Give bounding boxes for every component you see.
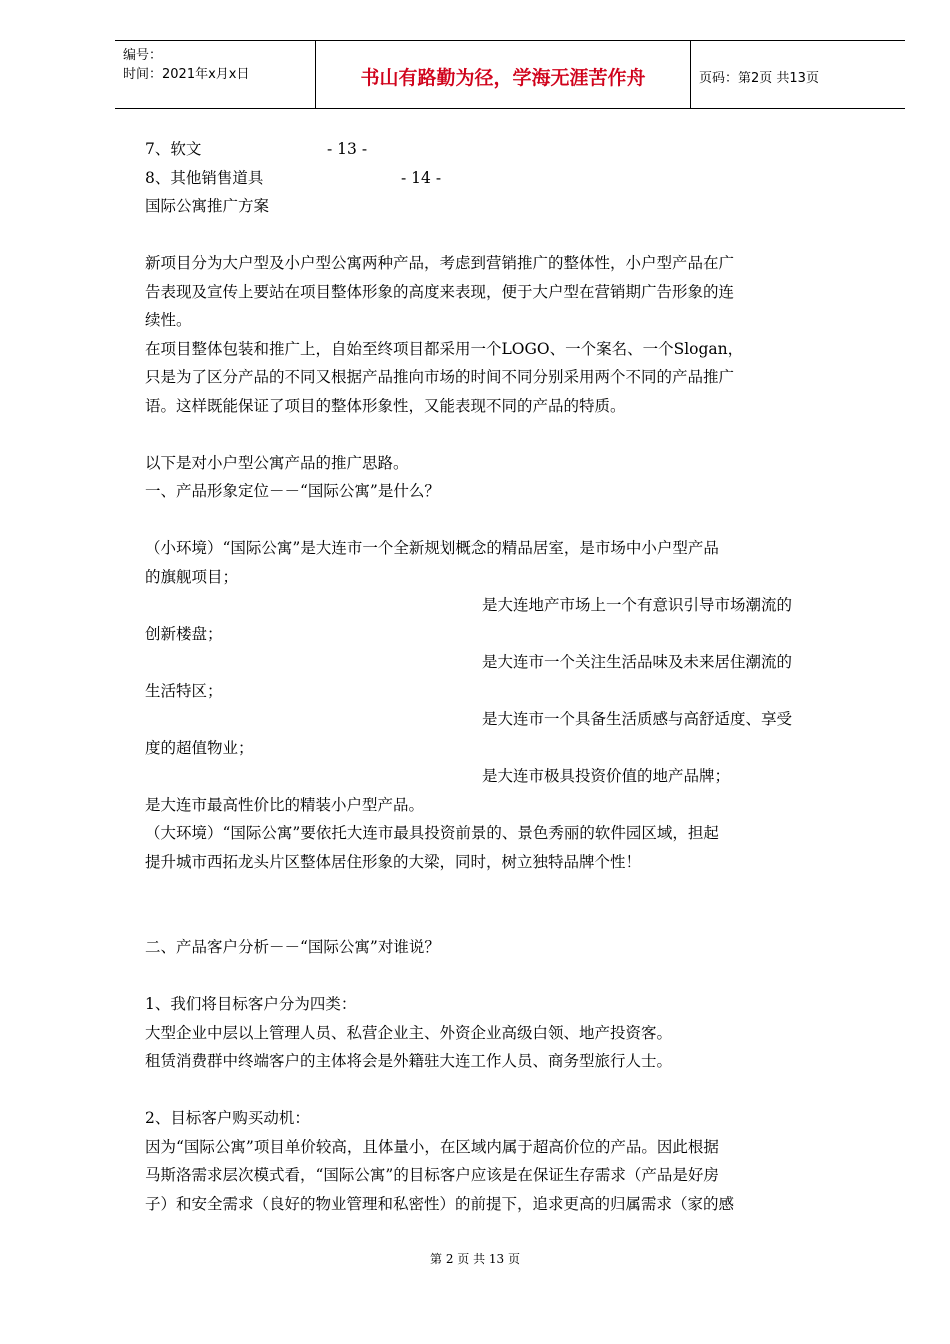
paragraph-line: 大型企业中层以上管理人员、私营企业主、外资企业高级白领、地产投资客。 — [145, 1023, 673, 1042]
paragraph-line: 是大连地产市场上一个有意识引导市场潮流的 — [482, 596, 793, 614]
toc-title: 7、软文 — [145, 140, 202, 158]
paragraph-line: 因为“国际公寓”项目单价较高，且体量小，在区域内属于超高价位的产品。因此根据 — [145, 1137, 719, 1156]
motto: 书山有路勤为径，学海无涯苦作舟 — [360, 67, 646, 89]
paragraph-line: 生活特区； — [145, 681, 223, 700]
paragraph-line: 在项目整体包装和推广上，自始至终项目都采用一个LOGO、一个案名、一个Slogan， — [145, 339, 744, 358]
paragraph-line: （大环境）“国际公寓”要依托大连市最具投资前景的、景色秀丽的软件园区域，担起 — [145, 824, 719, 842]
page-footer: 第 2 页 共 13 页 — [430, 1252, 520, 1266]
paragraph-line: 的旗舰项目； — [145, 567, 239, 586]
heading-1: 一、产品形象定位－－“国际公寓”是什么？ — [145, 482, 440, 500]
page-label: 页码：第2页 共13页 — [699, 71, 819, 86]
paragraph-line: 子）和安全需求（良好的物业管理和私密性）的前提下，追求更高的归属需求（家的感 — [145, 1194, 735, 1213]
header-page-cell — [690, 41, 905, 108]
document-body — [145, 135, 875, 1218]
toc-entry — [145, 164, 875, 193]
paragraph-line: 以下是对小户型公寓产品的推广思路。 — [145, 453, 409, 472]
paragraph-line: 告表现及宣传上要站在项目整体形象的高度来表现，便于大户型在营销期广告形象的连 — [145, 282, 735, 301]
paragraph-line: 2、目标客户购买动机： — [145, 1109, 310, 1127]
paragraph-line: 创新楼盘； — [145, 624, 223, 643]
heading-2: 二、产品客户分析－－“国际公寓”对谁说？ — [145, 938, 440, 956]
paragraph-line: 是大连市一个具备生活质感与高舒适度、享受 — [482, 710, 793, 728]
paragraph-line: 续性。 — [145, 311, 192, 329]
paragraph-line: 是大连市极具投资价值的地产品牌； — [482, 767, 731, 785]
paragraph-line: 新项目分为大户型及小户型公寓两种产品，考虑到营销推广的整体性，小户型产品在广 — [145, 254, 735, 272]
toc-entry — [145, 135, 875, 164]
time-label: 时间：2021年x月x日 — [123, 67, 250, 82]
section-title: 国际公寓推广方案 — [145, 197, 270, 215]
header-info-cell — [115, 41, 315, 108]
paragraph-line: （小环境）“国际公寓”是大连市一个全新规划概念的精品居室，是市场中小户型产品 — [145, 539, 719, 557]
toc-page: - 14 - — [401, 168, 442, 187]
page-header — [115, 40, 905, 109]
paragraph-line: 语。这样既能保证了项目的整体形象性，又能表现不同的产品的特质。 — [145, 396, 626, 415]
header-motto-cell — [315, 41, 691, 108]
paragraph-line: 马斯洛需求层次模式看，“国际公寓”的目标客户应该是在保证生存需求（产品是好房 — [145, 1166, 719, 1184]
paragraph-line: 提升城市西拓龙头片区整体居住形象的大梁，同时，树立独特品牌个性！ — [145, 852, 642, 871]
number-label: 编号： — [123, 48, 163, 63]
paragraph-line: 1、我们将目标客户分为四类： — [145, 995, 357, 1013]
paragraph-line: 是大连市一个关注生活品味及未来居住潮流的 — [482, 653, 793, 671]
paragraph-line: 是大连市最高性价比的精装小户型产品。 — [145, 795, 425, 814]
paragraph-line: 只是为了区分产品的不同又根据产品推向市场的时间不同分别采用两个不同的产品推广 — [145, 368, 735, 386]
paragraph-line: 租赁消费群中终端客户的主体将会是外籍驻大连工作人员、商务型旅行人士。 — [145, 1052, 673, 1070]
toc-title: 8、其他销售道具 — [145, 168, 264, 187]
toc-page: - 13 - — [327, 140, 368, 158]
paragraph-line: 度的超值物业； — [145, 738, 254, 757]
